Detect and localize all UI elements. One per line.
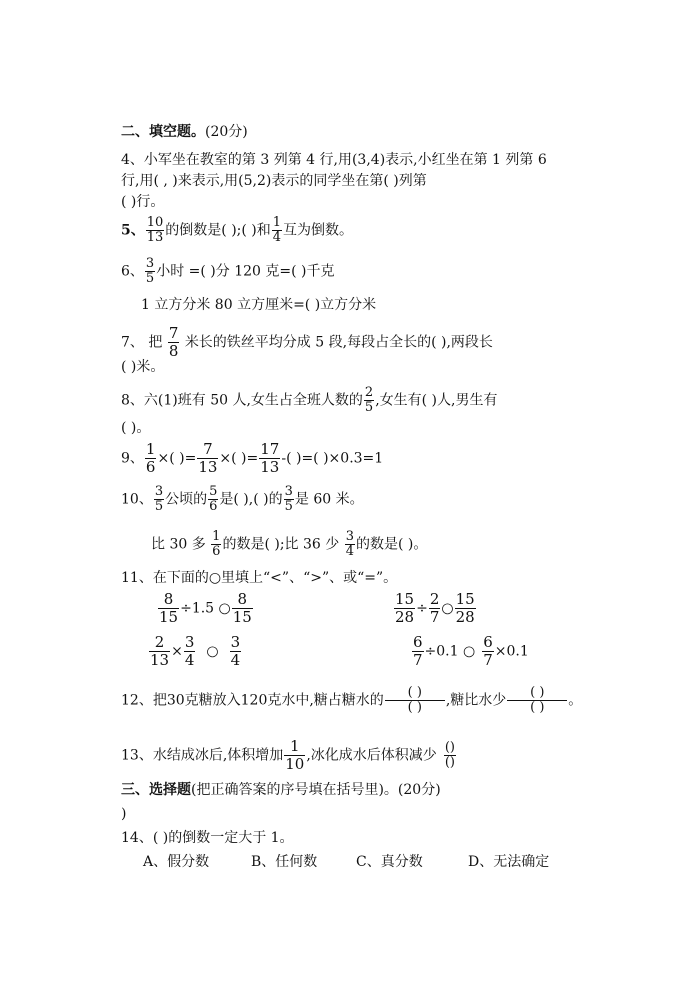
denominator: 4 <box>184 651 195 669</box>
numerator: 3 <box>184 633 195 651</box>
numerator: 15 <box>395 590 415 608</box>
q10-text-3: 是 60 米。 <box>294 491 364 508</box>
q11c-fraction-3 <box>230 634 242 669</box>
q10b-text-2: 的数是( );比 36 少 <box>222 536 340 553</box>
q10b-text-1: 比 30 多 <box>151 536 206 553</box>
q14: 14、( )的倒数一定大于 1。 <box>121 830 294 846</box>
q14-option-b[interactable]: B、任何数 <box>251 854 318 870</box>
q13 <box>121 738 457 773</box>
denominator: 13 <box>198 458 218 476</box>
stray-parenthesis: ) <box>121 806 127 822</box>
section-2-heading: 二、填空题。 <box>121 124 205 140</box>
q9-text-3: -( )=( )×0.3=1 <box>281 450 384 467</box>
numerator: 3 <box>345 529 354 544</box>
q4-line-1: 4、小军坐在教室的第 3 列第 4 行,用(3,4)表示,小红坐在第 1 列第 6 <box>121 152 547 168</box>
section-3-note: (把正确答案的序号填在括号里)。(20分) <box>191 782 441 798</box>
numerator: 3 <box>145 256 155 271</box>
q6-fraction <box>145 257 155 286</box>
denominator: 13 <box>150 651 170 669</box>
q10-fraction-c <box>284 485 294 514</box>
numerator-blank[interactable]: ( ) <box>530 685 545 700</box>
q8-fraction <box>364 386 374 415</box>
numerator: 3 <box>230 633 241 651</box>
q10-text-1: 公顷的 <box>165 491 208 508</box>
denominator-blank[interactable]: ( ) <box>507 700 567 715</box>
q7 <box>121 325 493 360</box>
q12-blank-fraction-2[interactable] <box>507 686 567 715</box>
q8 <box>121 386 497 415</box>
q10-fraction-a <box>154 485 164 514</box>
numerator: 15 <box>455 590 475 608</box>
q12 <box>121 686 582 715</box>
q9-text-1: ×( )= <box>157 450 197 467</box>
q5 <box>121 216 353 245</box>
numerator: 2 <box>154 633 165 651</box>
numerator: 1 <box>212 529 221 544</box>
numerator: 3 <box>284 484 293 499</box>
q10-number: 10、 <box>121 491 153 508</box>
numerator: 8 <box>163 590 174 608</box>
q14-option-a[interactable]: A、假分数 <box>143 854 210 870</box>
q11d-fraction-2 <box>482 634 494 669</box>
q6 <box>121 257 334 286</box>
section-2-score: (20分) <box>205 124 248 140</box>
q11b-fraction-2 <box>429 591 441 626</box>
q11c-fraction-2 <box>184 634 196 669</box>
q12-text-3: 。 <box>568 692 583 709</box>
q7-number: 7、 把 <box>121 334 163 351</box>
q9-text-2: ×( )= <box>219 450 259 467</box>
denominator: 6 <box>145 458 156 476</box>
q8-text-2: ,女生有( )人,男生有 <box>375 392 498 409</box>
denominator: 7 <box>429 608 440 626</box>
denominator: 4 <box>272 230 282 245</box>
denominator: 6 <box>212 544 221 559</box>
section-3-title <box>121 781 441 799</box>
denominator: 5 <box>154 499 164 514</box>
numerator: 1 <box>272 215 282 230</box>
q11-title: 11、在下面的○里填上“<”、“>”、或“=”。 <box>121 570 398 586</box>
q6-text: 小时 =( )分 120 克=( )千克 <box>156 263 335 280</box>
denominator: 5 <box>145 271 155 286</box>
q11d-fraction-1 <box>412 634 424 669</box>
denominator: 15 <box>159 608 179 626</box>
q13-blank-fraction[interactable] <box>444 741 456 770</box>
numerator-blank[interactable]: ( ) <box>407 685 422 700</box>
q9-fraction-a <box>145 441 157 476</box>
denominator: 4 <box>345 544 354 559</box>
q11a-fraction-2 <box>232 591 253 626</box>
q13-text-2: ,冰化成水后体积减少 <box>306 747 437 764</box>
q9 <box>121 441 383 476</box>
q13-text-1: 13、水结成冰后,体积增加 <box>121 747 284 764</box>
q7-line-2: ( )米。 <box>121 359 165 375</box>
q10b-fraction-b <box>345 530 355 559</box>
denominator: 4 <box>230 651 241 669</box>
section-3-heading: 三、选择题 <box>121 782 191 798</box>
denominator: 15 <box>232 608 252 626</box>
q4-line-3: ( )行。 <box>121 194 165 210</box>
denominator: 28 <box>395 608 415 626</box>
denominator: 5 <box>364 400 374 415</box>
numerator: 5 <box>209 484 218 499</box>
q10 <box>121 485 364 514</box>
q9-fraction-b <box>197 441 218 476</box>
numerator: 2 <box>429 590 440 608</box>
q7-text: 米长的铁丝平均分成 5 段,每段占全长的( ),两段长 <box>184 334 493 351</box>
q5-text-2: 互为倒数。 <box>283 222 354 239</box>
q10-fraction-b <box>208 485 218 514</box>
q8-text-1: 8、六(1)班有 50 人,女生占全班人数的 <box>121 392 363 409</box>
numerator: 7 <box>203 440 213 458</box>
q11b-operator-2: ○ <box>441 600 454 617</box>
numerator-blank[interactable]: () <box>444 740 455 755</box>
denominator: 8 <box>168 342 179 360</box>
q6-line-2: 1 立方分米 80 立方厘米=( )立方分米 <box>141 297 377 313</box>
q11a-fraction-1 <box>158 591 179 626</box>
q11a-operator: ÷1.5 ○ <box>180 600 231 617</box>
q7-fraction <box>168 325 180 360</box>
q9-fraction-c <box>259 441 280 476</box>
q12-blank-fraction-1[interactable] <box>385 686 445 715</box>
q5-text-1: 的倒数是( );( )和 <box>165 222 271 239</box>
q10b-fraction-a <box>211 530 221 559</box>
section-2-title <box>121 123 248 141</box>
numerator: 8 <box>237 590 248 608</box>
denominator-blank[interactable]: ( ) <box>385 700 445 715</box>
q11c-operator-1: × <box>171 643 183 660</box>
q6-number: 6、 <box>121 263 144 280</box>
q10-text-2: 是( ),( )的 <box>219 491 283 508</box>
q10b-text-3: 的数是( )。 <box>356 536 428 553</box>
q9-number: 9、 <box>121 450 144 467</box>
numerator: 1 <box>145 440 156 458</box>
denominator: 6 <box>209 499 218 514</box>
q5-fraction-1 <box>146 216 165 245</box>
q12-text-2: ,糖比水少 <box>445 692 507 709</box>
denominator: 10 <box>285 755 305 773</box>
numerator: 17 <box>260 440 280 458</box>
q11-item-b <box>393 591 477 626</box>
numerator: 2 <box>364 385 374 400</box>
q11c-fraction-1 <box>149 634 170 669</box>
q11-item-d <box>411 634 529 669</box>
q11b-operator-1: ÷ <box>416 600 428 617</box>
denominator: 28 <box>455 608 475 626</box>
numerator: 6 <box>413 633 423 651</box>
denominator: 7 <box>483 651 493 669</box>
q10-line-2 <box>151 530 427 559</box>
q14-option-c[interactable]: C、真分数 <box>356 854 423 870</box>
denominator: 13 <box>260 458 280 476</box>
numerator: 6 <box>483 633 493 651</box>
denominator: 13 <box>146 230 164 245</box>
q8-line-2: ( )。 <box>121 420 151 436</box>
q11b-fraction-3 <box>455 591 476 626</box>
q11b-fraction-1 <box>394 591 415 626</box>
numerator: 10 <box>146 215 164 230</box>
numerator: 7 <box>168 324 179 342</box>
q11c-operator-2: ○ <box>206 643 219 660</box>
numerator: 1 <box>290 737 300 755</box>
q12-text-1: 12、把30克糖放入120克水中,糖占糖水的 <box>121 692 384 709</box>
q11d-operator-1: ÷0.1 ○ <box>424 643 476 660</box>
denominator: 5 <box>284 499 293 514</box>
numerator: 3 <box>154 484 164 499</box>
q5-number: 5、 <box>121 222 145 239</box>
denominator: 7 <box>413 651 423 669</box>
denominator-blank[interactable]: () <box>444 755 455 770</box>
q11-item-a <box>157 591 254 626</box>
q11-item-c <box>148 634 242 669</box>
q13-fraction <box>284 738 305 773</box>
q14-option-d[interactable]: D、无法确定 <box>468 854 550 870</box>
q4-line-2: 行,用( , )来表示,用(5,2)表示的同学坐在第( )列第 <box>121 173 427 189</box>
q5-fraction-2 <box>272 216 282 245</box>
q11d-operator-2: ×0.1 <box>494 643 529 660</box>
